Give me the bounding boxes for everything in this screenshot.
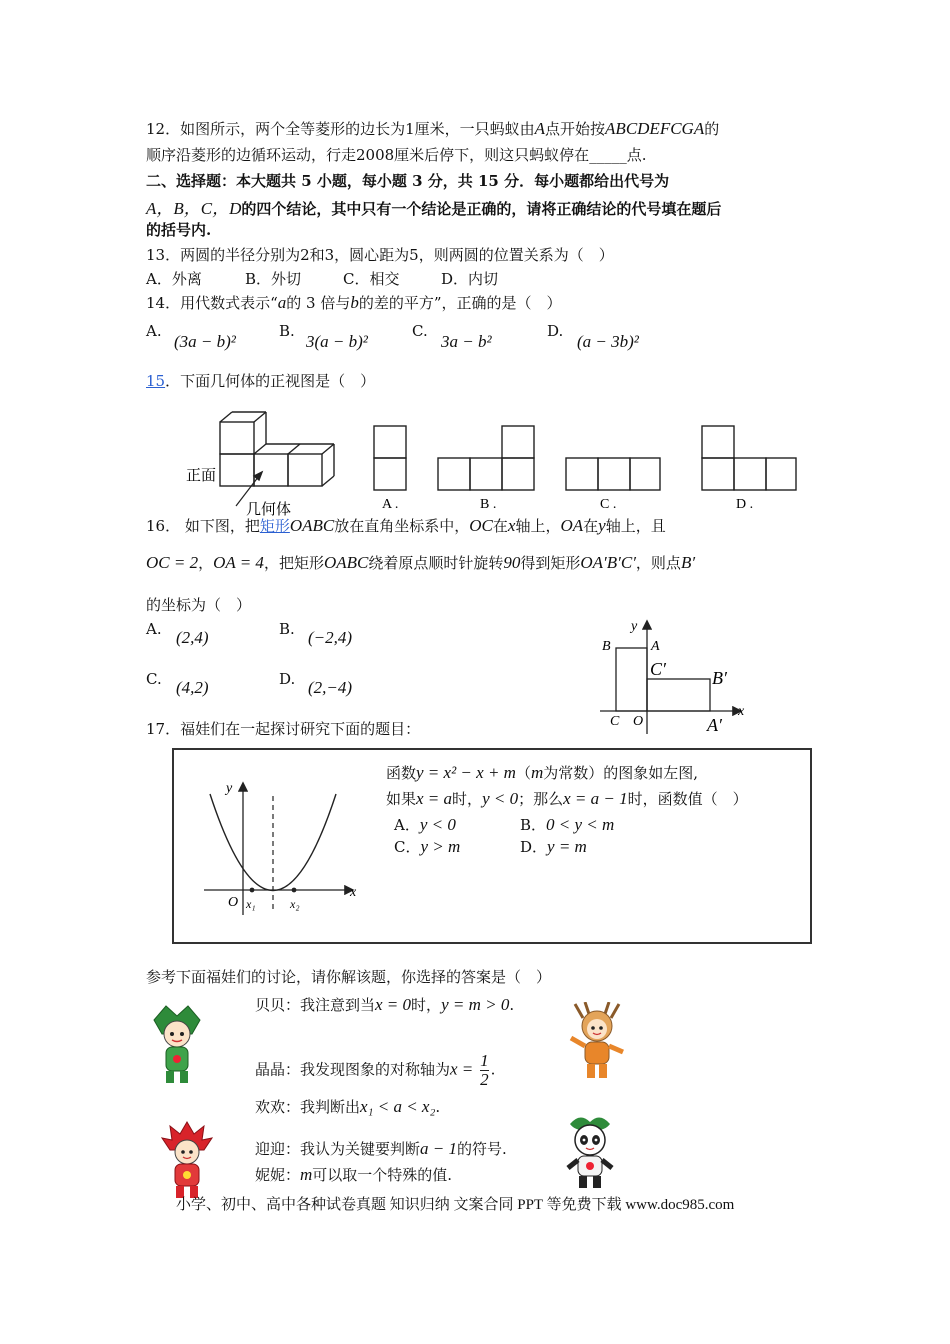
fuwa-red-mascot-icon [156,1120,218,1202]
q14-expr-c: 3a − b² [441,332,492,351]
fig-y-label: y [631,619,638,634]
q13-option-a: A．外离 [146,270,202,288]
q16-label-c: C. [146,670,162,688]
q17-option-c: C．y > m [394,837,461,856]
q16-option-b: (−2,4) [308,628,353,647]
q13-stem: 13．两圆的半径分别为2和3，圆心距为5，则两圆的位置关系为（ ） [146,246,614,264]
q17-option-d: D．y = m [520,837,587,856]
graph-x2-label: x₂ [290,897,300,911]
q15-front-label: 正面 [186,468,217,484]
q12-line2: 顺序沿菱形的边循环运动，行走2008厘米后停下，则这只蚂蚁停在_____点. [146,146,647,164]
q15-option-d: D . [736,497,754,512]
q17-box-line2: 如果x = a时，y < 0；那么x = a − 1时，函数值（ ） [386,789,748,808]
section2-line2: A，B，C，D的四个结论，其中只有一个结论是正确的，请将正确结论的代号填在题后 [146,199,722,218]
q13-option-c: C．相交 [343,270,400,288]
q17-stem: 17．福娃们在一起探讨研究下面的题目： [146,720,421,738]
graph-x1-label: x₁ [246,897,256,911]
q15-solid [220,412,334,506]
q17-parabola-graph [196,770,366,920]
q15-view-a [374,426,406,490]
yingying-line: 迎迎：我认为关键要判断a − 1的符号. [255,1139,507,1158]
section2-line3: 的括号内. [146,221,212,239]
q15-figure [180,410,830,520]
fuwa-orange-mascot-icon [565,1002,629,1082]
fig-point-o: O [633,714,644,729]
q14-label-c: C. [412,322,428,340]
q16-label-d: D. [279,670,296,688]
q16-option-c: (4,2) [176,678,209,697]
q16-label-b: B. [279,620,295,638]
discussion-intro: 参考下面福娃们的讨论，请你解该题，你选择的答案是（ ） [146,968,552,986]
q16-option-d: (2,−4) [308,678,353,697]
q16-line1: 16． 如下图，把矩形OABC放在直角坐标系中，OC在x轴上，OA在y轴上，且 [146,516,666,535]
q15-view-c [566,458,660,490]
q17-box-line1: 函数y = x² − x + m（m为常数）的图象如左图, [386,763,699,782]
fraction-half: $\frac{1}{2}$ [480,1051,489,1089]
q15-option-b: B . [480,497,497,512]
q14-label-b: B. [279,322,295,340]
fuwa-green-mascot-icon [146,1004,208,1086]
fig-point-b-prime: B′ [712,668,727,688]
q15-stem: 15．下面几何体的正视图是（ ） [146,372,376,390]
beibei-line: 贝贝：我注意到当x = 0时，y = m > 0. [255,995,515,1014]
q12-line1: 12．如图所示，两个全等菱形的边长为1厘米，一只蚂蚁由A点开始按ABCDEFCGA的 [146,119,720,138]
q17-option-b: B．0 < y < m [520,815,615,834]
rect-oabc [616,648,647,711]
q13-option-b: B．外切 [245,270,302,288]
fig-point-c-prime: C′ [650,659,666,679]
graph-origin-label: O [228,895,239,910]
q13-option-d: D．内切 [441,270,499,288]
section2-line1: 二、选择题：本大题共 5 小题，每小题 3 分，共 15 分．每小题都给出代号为 [146,172,670,190]
page-footer: 小学、初中、高中各种试卷真题 知识归纳 文案合同 PPT 等免费下载 www.doc985.com [176,1197,735,1213]
q16-line2: OC = 2，OA = 4，把矩形OABC绕着原点顺时针旋转90得到矩形OA′B′C′，则点B′ [146,553,696,572]
q14-expr-a: (3a − b)² [174,332,236,351]
fig-point-b: B [602,639,611,654]
fig-point-a-prime: A′ [707,715,722,735]
q16-rect-link[interactable]: 矩形 [259,517,290,535]
fig-point-a: A [651,639,660,654]
q15-option-a: A . [382,497,399,512]
q15-view-d [702,426,796,490]
q14-label-d: D. [547,322,564,340]
graph-y-label: y [226,781,233,796]
q16-option-a: (2,4) [176,628,209,647]
nini-line: 妮妮：m可以取一个特殊的值. [255,1165,453,1184]
q14-expr-d: (a − 3b)² [577,332,639,351]
q14-label-a: A. [146,322,162,340]
fuwa-panda-mascot-icon [560,1114,620,1190]
q16-coordinate-figure [590,612,760,742]
jingjing-line: 晶晶：我发现图象的对称轴为x = $\frac{1}{2}$ . [255,1051,496,1089]
rect-rotated [647,679,710,711]
q15-option-c: C . [600,497,617,512]
q17-option-a: A．y < 0 [394,815,456,834]
q14-stem: 14．用代数式表示“a的 3 倍与b的差的平方”，正确的是（ ） [146,293,562,312]
q14-expr-b: 3(a − b)² [306,332,368,351]
huanhuan-line: 欢欢：我判断出x₁ < a < x₂. [255,1097,441,1116]
fig-x-label: x [738,704,745,719]
q16-line3: 的坐标为（ ） [146,596,252,614]
q16-label-a: A. [146,620,162,638]
q15-number-link[interactable]: 15 [146,372,166,390]
graph-x-label: x [350,885,357,900]
fig-point-c: C [610,714,620,729]
q15-view-b [438,426,534,490]
q15-solid-label: 几何体 [246,502,292,518]
